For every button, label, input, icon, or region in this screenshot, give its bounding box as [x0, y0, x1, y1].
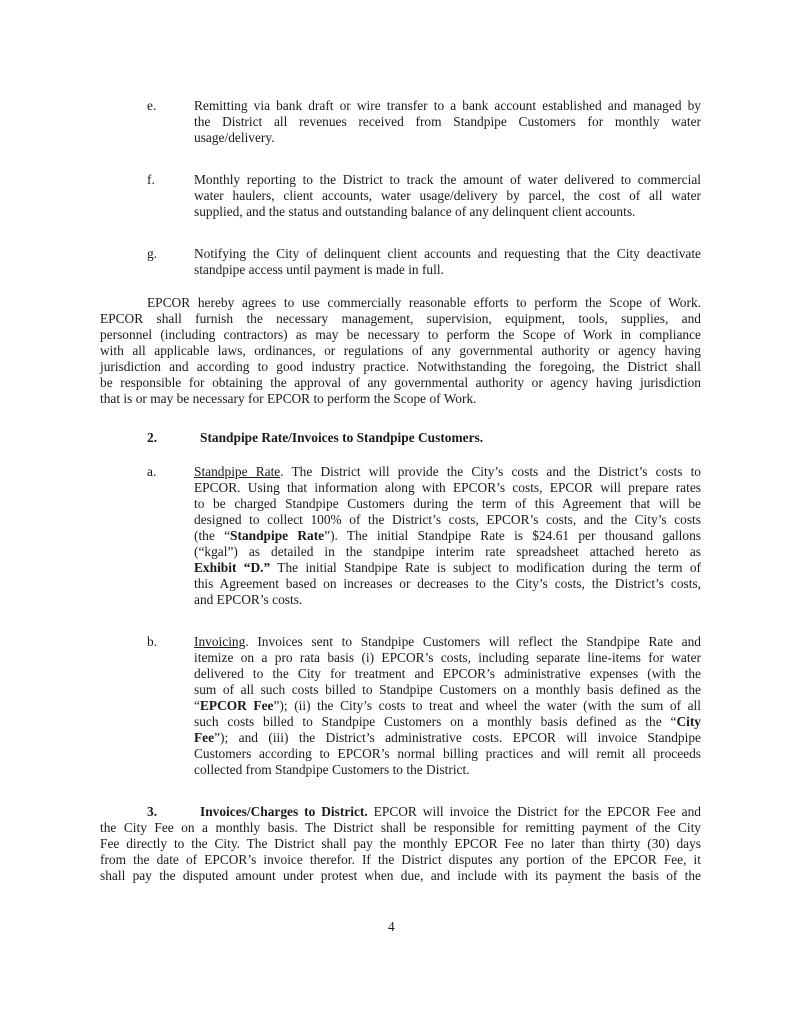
- item-2b-line: such costs billed to Standpipe Customers on a monthly basis defined as the “City: [194, 714, 701, 729]
- item-e-line: Remitting via bank draft or wire transfer to a bank account established and managed by: [194, 98, 701, 113]
- item-2a-line: (the “Standpipe Rate”). The initial Standpipe Rate is $24.61 per thousand gallons: [194, 528, 702, 543]
- city-fee-term: City: [676, 714, 701, 729]
- item-2b-line: Invoicing. Invoices sent to Standpipe Customers will reflect the Standpipe Rate and: [194, 634, 701, 649]
- section-3-heading: Invoices/Charges to District.: [200, 804, 368, 819]
- standpipe-rate-term: Standpipe Rate: [230, 528, 325, 543]
- section-3-line: Fee directly to the City. The District shall pay the monthly EPCOR Fee no later than thirty (30) days: [100, 836, 701, 851]
- item-2a-line: Standpipe Rate. The District will provide the City’s costs and the District’s costs to: [194, 464, 701, 479]
- section-3-line: Invoices/Charges to District. EPCOR will invoice the District for the EPCOR Fee and: [200, 804, 701, 819]
- epcor-paragraph-line: EPCOR hereby agrees to use commercially reasonable efforts to perform the Scope of Work.: [147, 295, 701, 310]
- item-2a-line: this Agreement based on increases or decreases to the City’s costs, the District’s costs,: [194, 576, 701, 591]
- section-2-heading: Standpipe Rate/Invoices to Standpipe Customers.: [200, 430, 484, 445]
- epcor-paragraph-line: be responsible for obtaining the approval of any governmental authority or agency having jurisdiction: [100, 375, 701, 390]
- item-f-line: Monthly reporting to the District to track the amount of water delivered to commercial: [194, 172, 701, 187]
- section-3-line: the City Fee on a monthly basis. The District shall be responsible for remitting payment of the City: [100, 820, 701, 835]
- item-2a-line: designed to collect 100% of the District’s costs, EPCOR’s costs, and the City’s costs: [194, 512, 701, 527]
- item-2b-line: sum of all such costs billed to Standpipe Customers on a monthly basis defined as the: [194, 682, 701, 697]
- item-label-f: f.: [147, 172, 155, 187]
- section-3-number: 3.: [147, 804, 158, 819]
- item-2b-line: collected from Standpipe Customers to the District.: [194, 762, 470, 777]
- item-2a-line: and EPCOR’s costs.: [194, 592, 303, 607]
- epcor-paragraph-line: with all applicable laws, ordinances, or regulations of any governmental authority or agency having: [100, 343, 701, 358]
- item-2a-line: Exhibit “D.” The initial Standpipe Rate is subject to modification during the term of: [194, 560, 701, 575]
- item-2b-line: Customers according to EPCOR’s normal billing practices and will remit all proceeds: [194, 746, 701, 761]
- section-3-line: from the date of EPCOR’s invoice therefor. If the District disputes any portion of the EPCOR Fee, it: [100, 852, 701, 867]
- city-fee-term-cont: Fee: [194, 730, 215, 745]
- item-2b-line: “EPCOR Fee”); (ii) the City’s costs to treat and wheel the water (with the sum of all: [194, 698, 701, 713]
- page-number: 4: [388, 919, 395, 934]
- item-g-line: Notifying the City of delinquent client accounts and requesting that the City deactivate: [194, 246, 701, 261]
- item-2b-line: Fee”); and (iii) the District’s administrative costs. EPCOR will invoice Standpipe: [194, 730, 701, 745]
- item-label-g: g.: [147, 246, 158, 261]
- item-2a-line: to be charged Standpipe Customers during the term of this Agreement that will be: [194, 496, 701, 511]
- item-2a-line: EPCOR. Using that information along with EPCOR’s costs, EPCOR will prepare rates: [194, 480, 701, 495]
- item-2b-line: itemize on a pro rata basis (i) EPCOR’s costs, including separate line-items for water: [194, 650, 701, 665]
- epcor-fee-term: EPCOR Fee: [199, 698, 274, 713]
- section-3-line: shall pay the disputed amount under protest when due, and include with its payment the basis of the: [100, 868, 701, 883]
- item-label-2b: b.: [147, 634, 158, 649]
- epcor-paragraph-line: jurisdiction and according to good industry practice. Notwithstanding the foregoing, the District shall: [100, 359, 701, 374]
- epcor-paragraph-line: that is or may be necessary for EPCOR to perform the Scope of Work.: [100, 391, 477, 406]
- epcor-paragraph-line: EPCOR shall furnish the necessary management, supervision, equipment, tools, supplies, and: [100, 311, 701, 326]
- item-g-line: standpipe access until payment is made in full.: [194, 262, 444, 277]
- standpipe-rate-title: Standpipe Rate: [194, 464, 281, 479]
- section-2-number: 2.: [147, 430, 158, 445]
- item-label-e: e.: [147, 98, 157, 113]
- item-label-2a: a.: [147, 464, 157, 479]
- item-f-line: water haulers, client accounts, water usage/delivery by parcel, the cost of all water: [194, 188, 701, 203]
- item-2a-line: (“kgal”) as detailed in the standpipe interim rate spreadsheet attached hereto as: [194, 544, 701, 559]
- epcor-paragraph-line: personnel (including contractors) as may be necessary to perform the Scope of Work in compliance: [100, 327, 701, 342]
- item-e-line: usage/delivery.: [194, 130, 275, 145]
- item-f-line: supplied, and the status and outstanding balance of any delinquent client accounts.: [194, 204, 636, 219]
- item-2b-line: delivered to the City for treatment and EPCOR’s administrative expenses (with the: [194, 666, 701, 681]
- invoicing-title: Invoicing: [194, 634, 246, 649]
- item-e-line: the District all revenues received from Standpipe Customers for monthly water: [194, 114, 701, 129]
- exhibit-d-reference: Exhibit “D.”: [194, 560, 271, 575]
